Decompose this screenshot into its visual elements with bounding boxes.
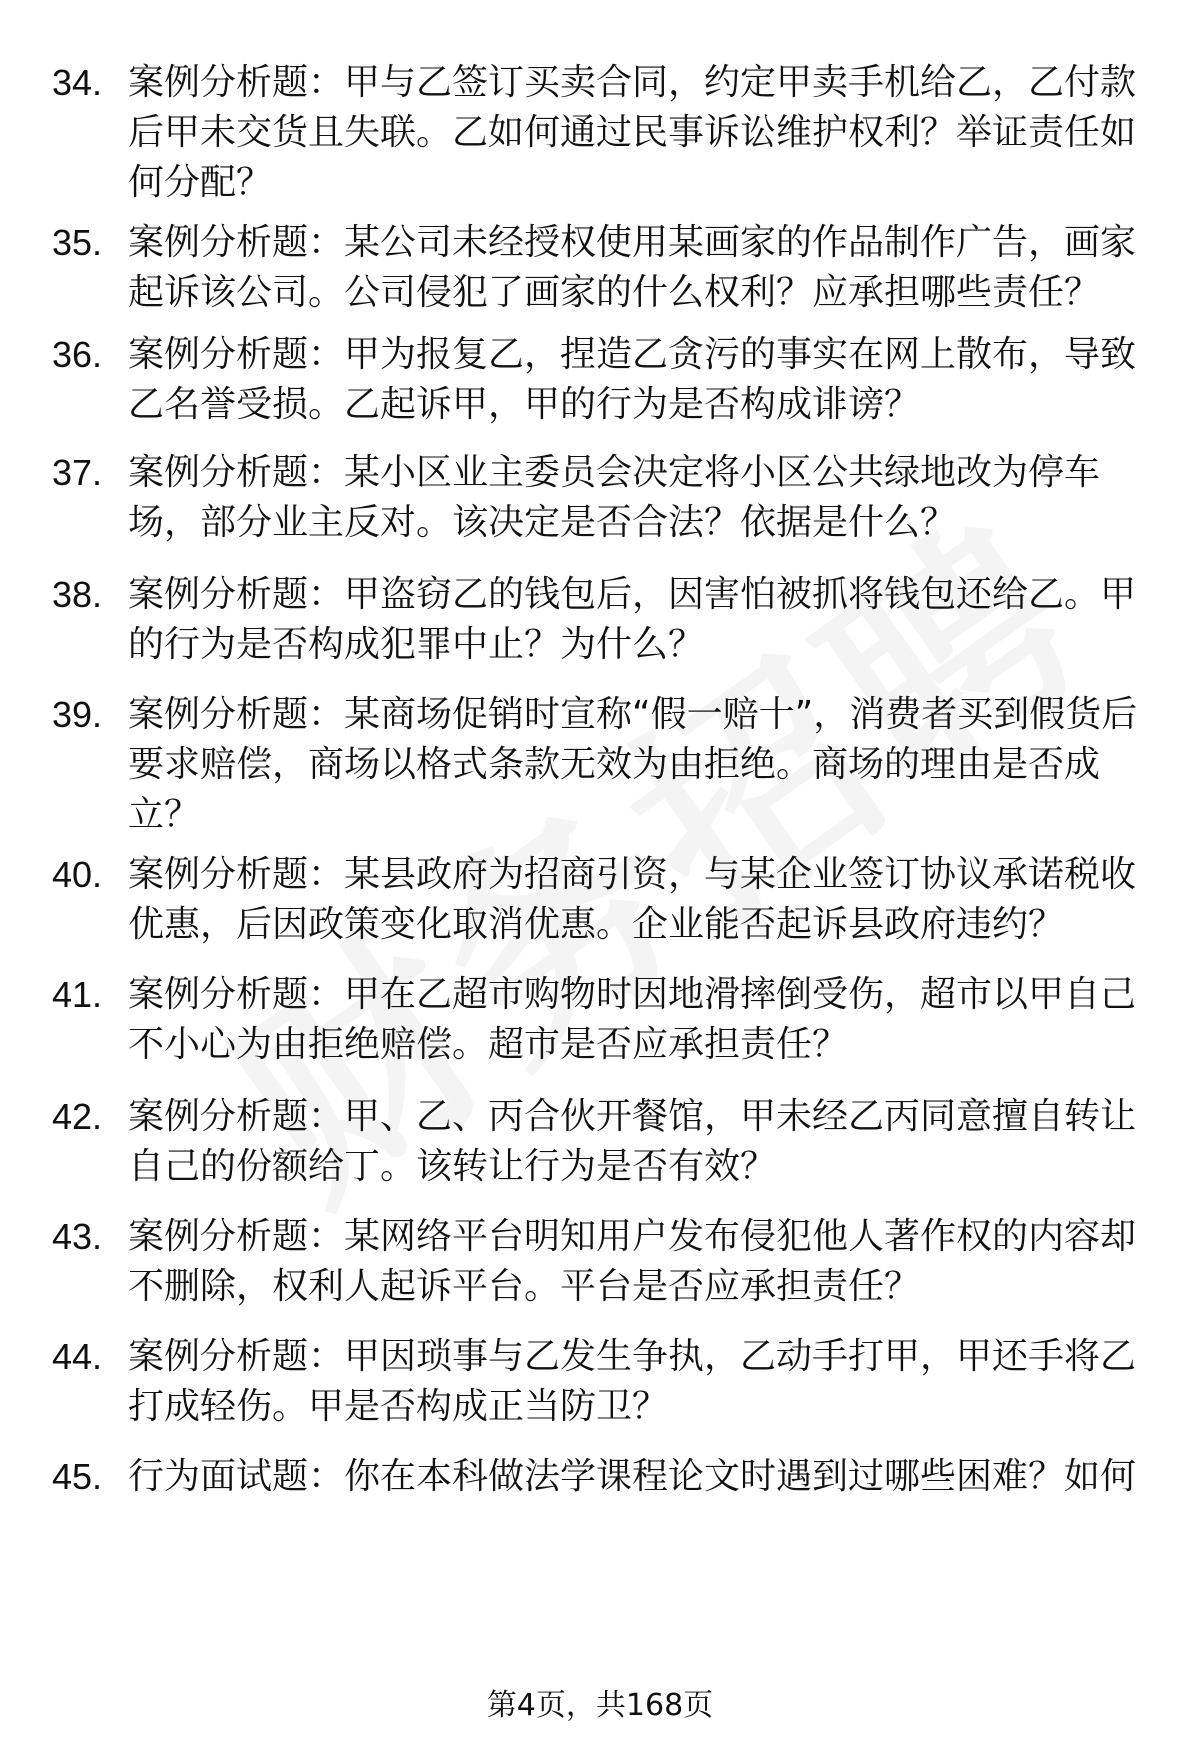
question-text: 案例分析题：某商场促销时宣称“假一赔十”，消费者买到假货后要求赔偿，商场以格式条款无效为由拒绝。商场的理由是否成立？ — [128, 694, 1138, 835]
question-number: 41. — [52, 974, 103, 1015]
question-number: 40. — [52, 854, 103, 895]
question-text: 案例分析题：甲盗窃乙的钱包后，因害怕被抓将钱包还给乙。甲的行为是否构成犯罪中止？为什么？ — [128, 574, 1137, 665]
question-42 — [52, 1092, 1152, 1192]
question-text: 案例分析题：甲因琐事与乙发生争执，乙动手打甲，甲还手将乙打成轻伤。甲是否构成正当防卫？ — [128, 1336, 1137, 1427]
question-text: 案例分析题：某小区业主委员会决定将小区公共绿地改为停车场，部分业主反对。该决定是否合法？依据是什么？ — [128, 452, 1101, 543]
question-36 — [52, 330, 1152, 430]
question-45 — [52, 1452, 1152, 1502]
question-number: 37. — [52, 452, 103, 493]
question-text: 案例分析题：甲在乙超市购物时因地滑摔倒受伤，超市以甲自己不小心为由拒绝赔偿。超市是否应承担责任？ — [128, 974, 1137, 1065]
question-text: 案例分析题：甲与乙签订买卖合同，约定甲卖手机给乙，乙付款后甲未交货且失联。乙如何通过民事诉讼维护权利？举证责任如何分配？ — [128, 62, 1137, 203]
question-number: 38. — [52, 574, 103, 615]
question-number: 34. — [52, 62, 103, 103]
question-43 — [52, 1212, 1152, 1312]
question-text: 案例分析题：甲、乙、丙合伙开餐馆，甲未经乙丙同意擅自转让自己的份额给丁。该转让行为是否有效？ — [128, 1096, 1137, 1187]
question-39 — [52, 690, 1152, 840]
question-number: 45. — [52, 1456, 103, 1497]
question-number: 36. — [52, 334, 103, 375]
question-number: 35. — [52, 222, 103, 263]
question-37 — [52, 448, 1152, 548]
question-number: 44. — [52, 1336, 103, 1377]
question-text: 案例分析题：某公司未经授权使用某画家的作品制作广告，画家起诉该公司。公司侵犯了画家的什么权利？应承担哪些责任？ — [128, 222, 1137, 313]
question-40 — [52, 850, 1152, 950]
question-number: 39. — [52, 694, 103, 735]
question-number: 42. — [52, 1096, 103, 1137]
question-41 — [52, 970, 1152, 1070]
question-number: 43. — [52, 1216, 103, 1257]
question-38 — [52, 570, 1152, 670]
question-text: 案例分析题：某县政府为招商引资，与某企业签订协议承诺税收优惠，后因政策变化取消优惠。企业能否起诉县政府违约？ — [128, 854, 1137, 945]
page-footer: 第4页，共168页 — [486, 1688, 714, 1723]
question-text: 案例分析题：某网络平台明知用户发布侵犯他人著作权的内容却不删除，权利人起诉平台。平台是否应承担责任？ — [128, 1216, 1137, 1307]
question-text: 案例分析题：甲为报复乙，捏造乙贪污的事实在网上散布，导致乙名誉受损。乙起诉甲，甲的行为是否构成诽谤？ — [128, 334, 1137, 425]
question-34 — [52, 58, 1152, 208]
question-35 — [52, 218, 1152, 318]
question-44 — [52, 1332, 1152, 1432]
question-text: 行为面试题：你在本科做法学课程论文时遇到过哪些困难？如何 — [128, 1456, 1137, 1497]
